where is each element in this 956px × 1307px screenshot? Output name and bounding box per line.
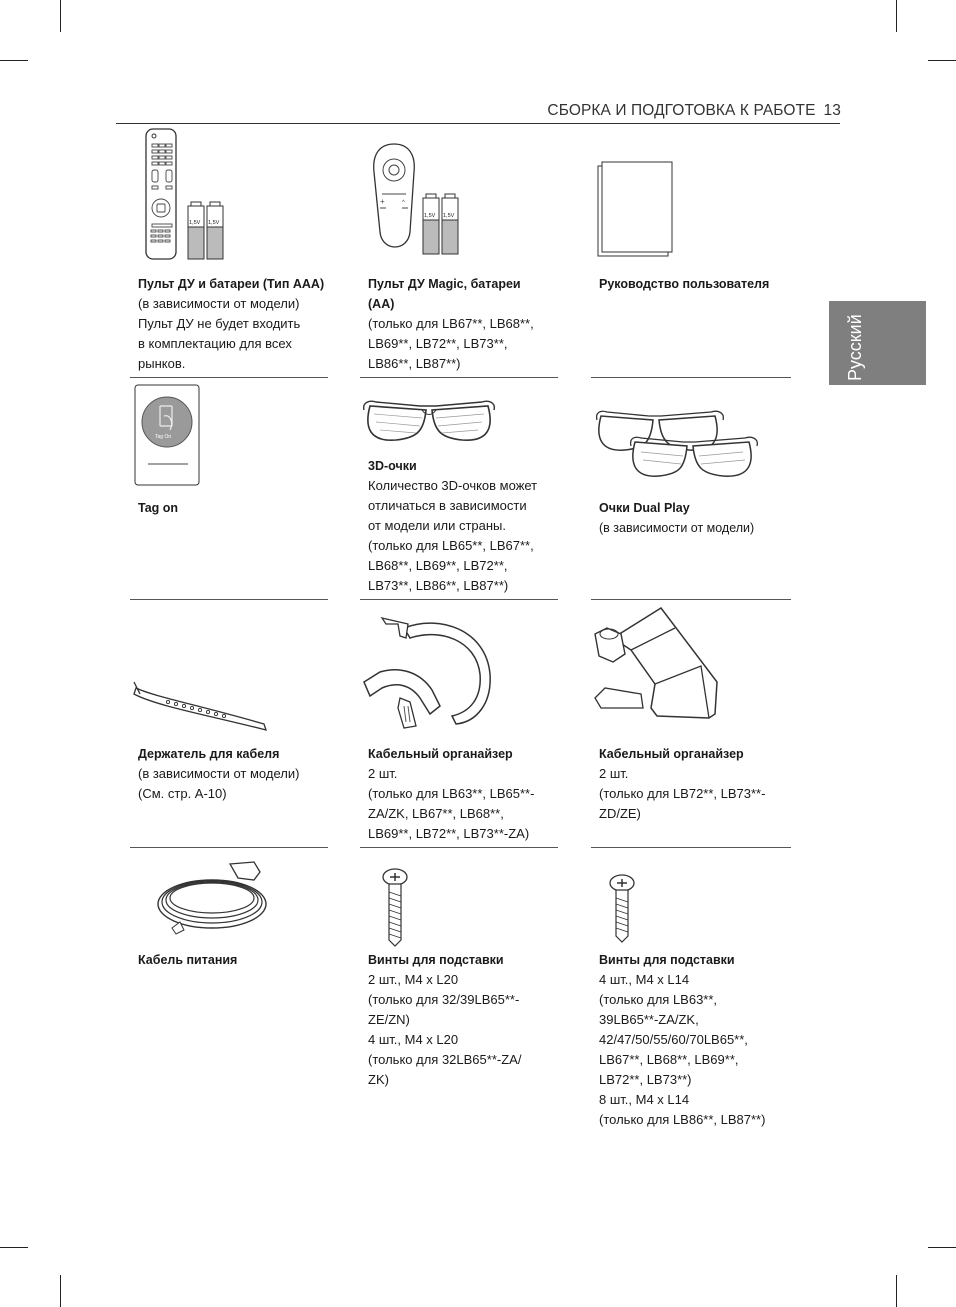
section-divider xyxy=(130,377,328,378)
crop-mark xyxy=(60,1275,61,1307)
crop-mark xyxy=(60,0,61,32)
cable-holder-icon xyxy=(132,674,272,734)
crop-mark xyxy=(928,60,956,61)
item-description: (в зависимости от модели) Пульт ДУ не будет входить в комплектацию для всех рынков. xyxy=(138,296,301,371)
battery-label: 1,5V xyxy=(424,213,436,219)
item-title-continued: (AA) xyxy=(368,297,395,311)
section-title: СБОРКА И ПОДГОТОВКА К РАБОТЕ xyxy=(547,102,816,119)
item-cable-organizer-ring xyxy=(360,602,560,848)
item-title: Винты для подставки xyxy=(368,953,504,967)
item-tag-on xyxy=(130,380,330,600)
item-user-manual xyxy=(591,126,791,378)
section-divider xyxy=(360,847,558,848)
item-description: (в зависимости от модели) (См. стр. A-10) xyxy=(138,766,300,801)
item-title: Очки Dual Play xyxy=(599,501,690,515)
page-number: 13 xyxy=(823,102,841,119)
item-description: 2 шт. (только для LB63**, LB65**- ZA/ZK, LB67**, LB68**, LB69**, LB72**, LB73**-ZA) xyxy=(368,766,535,841)
section-divider xyxy=(591,847,791,848)
section-divider xyxy=(130,847,328,848)
remote-control-icon xyxy=(144,128,254,262)
item-cable-holder xyxy=(130,602,330,848)
page-header xyxy=(547,102,841,120)
item-title: Кабельный органайзер xyxy=(599,747,744,761)
header-rule xyxy=(116,123,840,124)
item-title: Винты для подставки xyxy=(599,953,735,967)
item-title: 3D-очки xyxy=(368,459,417,473)
cable-organizer-ring-icon xyxy=(360,610,500,736)
section-divider xyxy=(360,599,558,600)
item-remote-control xyxy=(130,126,330,378)
crop-mark xyxy=(896,0,897,32)
item-description: 2 шт., M4 x L20 (только для 32/39LB65**- ZE/ZN) 4 шт., M4 x L20 (только для 32LB65**-ZA/ ZK) xyxy=(368,972,522,1087)
item-description: (только для LB67**, LB68**, LB69**, LB72**, LB73**, LB86**, LB87**) xyxy=(368,316,534,371)
screw-icon xyxy=(607,874,637,944)
manual-book-icon xyxy=(595,160,675,260)
language-label: Русский xyxy=(845,314,865,381)
item-power-cable xyxy=(130,850,330,1050)
battery-label: 1,5V xyxy=(189,220,201,226)
item-3d-glasses xyxy=(360,380,560,600)
svg-text:^: ^ xyxy=(402,200,405,206)
item-description: 2 шт. (только для LB72**, LB73**-ZD/ZE) xyxy=(599,766,766,821)
crop-mark xyxy=(0,60,28,61)
item-title: Tag on xyxy=(138,501,179,515)
item-title: Руководство пользователя xyxy=(599,277,770,291)
screw-icon xyxy=(380,868,410,948)
item-stand-screws-l20 xyxy=(360,850,560,1100)
item-title: Пульт ДУ Magic, батареи xyxy=(368,277,521,291)
item-stand-screws-l14 xyxy=(591,850,791,1140)
section-divider xyxy=(360,377,558,378)
battery-label: 1,5V xyxy=(443,213,455,219)
item-title: Пульт ДУ и батареи (Тип AAA) xyxy=(138,277,325,291)
item-title: Кабельный органайзер xyxy=(368,747,513,761)
item-title: Кабель питания xyxy=(138,953,238,967)
magic-remote-icon xyxy=(370,142,480,272)
power-cable-icon xyxy=(154,858,284,938)
item-magic-remote xyxy=(360,126,560,378)
item-title: Держатель для кабеля xyxy=(138,747,280,761)
3d-glasses-icon xyxy=(360,388,500,452)
dual-play-glasses-icon xyxy=(591,400,781,500)
item-description: Количество 3D-очков может отличаться в зависимости от модели или страны. (только для LB65**, LB67**, LB68**, LB69**, LB72**, LB73**, LB86**, LB87**) xyxy=(368,478,538,593)
language-tab xyxy=(829,301,926,385)
svg-text:+: + xyxy=(380,197,385,206)
item-description: (в зависимости от модели) xyxy=(599,521,755,535)
crop-mark xyxy=(896,1275,897,1307)
crop-mark xyxy=(928,1247,956,1248)
item-cable-organizer-clip xyxy=(591,602,791,848)
section-divider xyxy=(591,599,791,600)
battery-label: 1,5V xyxy=(208,220,220,226)
tag-on-badge-label: Tag On xyxy=(155,434,172,440)
section-divider xyxy=(130,599,328,600)
crop-mark xyxy=(0,1247,28,1248)
item-dual-play-glasses xyxy=(591,380,791,600)
cable-organizer-clip-icon xyxy=(591,604,721,730)
tag-on-icon xyxy=(134,384,204,484)
section-divider xyxy=(591,377,791,378)
item-description: 4 шт., M4 x L14 (только для LB63**, 39LB65**-ZA/ZK, 42/47/50/55/60/70LB65**, LB67**, LB68**, LB69**, LB72**, LB73**) 8 шт., M4 x L14 (только для LB86**, LB87**) xyxy=(599,972,766,1127)
